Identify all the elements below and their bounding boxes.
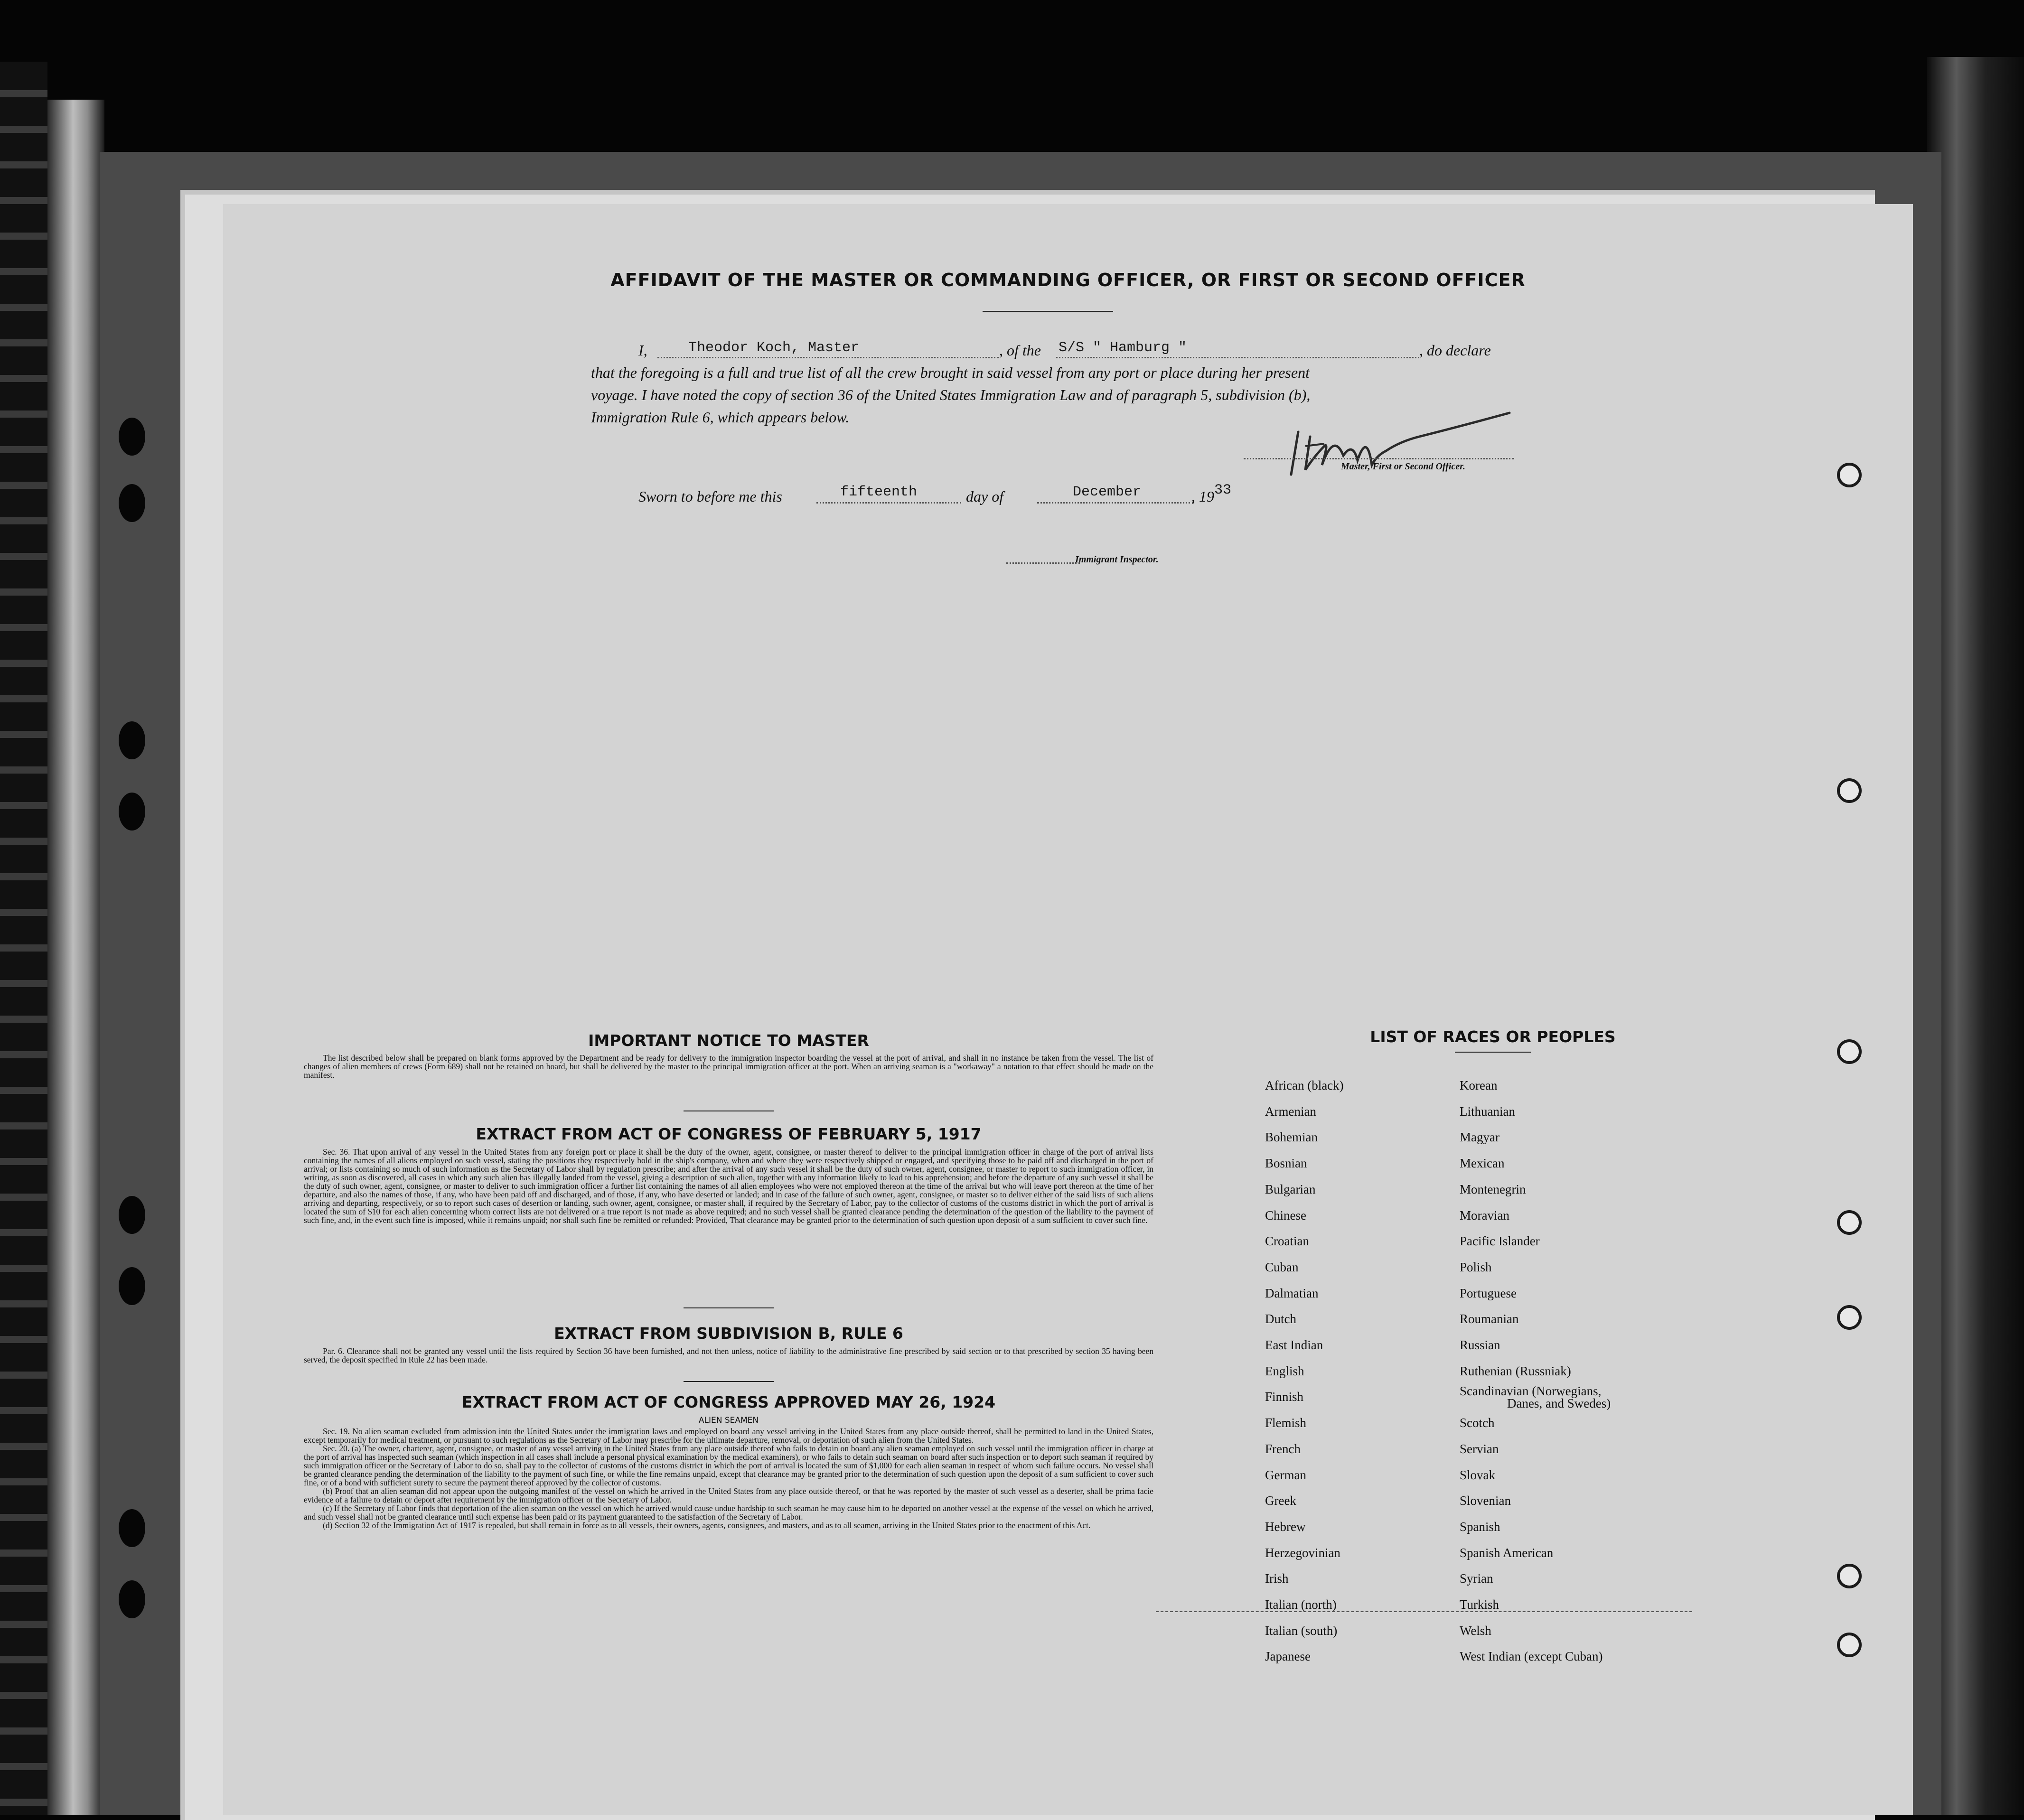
race-item: Greek — [1265, 1493, 1296, 1508]
notice-title: IMPORTANT NOTICE TO MASTER — [588, 1031, 869, 1050]
do-declare-label: , do declare — [1419, 342, 1491, 359]
race-item: Dalmatian — [1265, 1286, 1319, 1300]
race-item: Montenegrin — [1460, 1182, 1526, 1196]
notice-text: The list described below shall be prepared on blank forms approved by the Department and be ready for delivery to the immigration inspector boarding the vessel at the port of arrival, and shall in no instance be taken from the vessel. The list of changes of alien members of crews (Form 689) shall not be retained on board, but shall be delivered by the master to the principal immigration officer at the port. When an arriving seaman is a "workaway" a notation to that effect should be made on the manifest. — [304, 1053, 1153, 1080]
race-item: African (black) — [1265, 1078, 1344, 1092]
race-item: Welsh — [1460, 1623, 1491, 1638]
inspector-caption: Immigrant Inspector. — [1075, 554, 1159, 565]
race-item: Japanese — [1265, 1649, 1311, 1664]
name-line — [657, 357, 999, 358]
sec-20b: (b) Proof that an alien seaman did not appear upon the outgoing manifest of the vessel on which he arrived in the United States from any place outside thereof, or that he was reported by the master of such vessel as a deserter, shall be prima facie evidence of a failure to detain or deport after requirement by the immigration officer or the Secretary of Labor. — [304, 1486, 1153, 1504]
race-item: Irish — [1265, 1571, 1289, 1586]
sworn-day: fifteenth — [840, 484, 918, 500]
sec-19: Sec. 19. No alien seaman excluded from admission into the United States under the immigration laws and employed on board any vessel arriving in the United States from any place outside thereof, shall be permitted to land in the United States, except temporarily for medical treatment, or pursuant to such regulations as the Secretary of Labor may prescribe for the ultimate departure, removal, or deportation of such alien from the United States. — [304, 1427, 1153, 1445]
race-item: Cuban — [1265, 1260, 1299, 1274]
race-item: Polish — [1460, 1260, 1492, 1274]
day-line — [816, 502, 961, 504]
ring-hole — [1837, 1305, 1862, 1330]
affidavit-title: AFFIDAVIT OF THE MASTER OR COMMANDING OFFICER, OR FIRST OR SECOND OFFICER — [610, 270, 1526, 290]
race-item: Russian — [1460, 1338, 1500, 1352]
race-item: Portuguese — [1460, 1286, 1517, 1300]
race-item: Turkish — [1460, 1597, 1499, 1612]
master-name: Theodor Koch, Master — [688, 340, 860, 356]
races-rule — [1455, 1052, 1531, 1053]
extract-1917-rule — [684, 1307, 774, 1308]
manifest-page — [223, 204, 1913, 1815]
race-item: Moravian — [1460, 1208, 1509, 1223]
punch-hole — [119, 1196, 145, 1234]
race-item: Spanish — [1460, 1519, 1500, 1534]
signature-caption: Master, First or Second Officer. — [1341, 461, 1465, 472]
race-item: Slovenian — [1460, 1493, 1511, 1508]
month-line — [1037, 502, 1194, 504]
extract-1917-text: Sec. 36. That upon arrival of any vessel in the United States from any foreign port or place it shall be the duty of the owner, agent, consignee, or master thereof to deliver to the principal immigration officer in charge of the port of arrival lists containing the names of all aliens employed on such vessel, stating the positions they respectively hold in the ship's company, when and where they were respectively shipped or engaged, and specifying those to be paid off and discharged in the port of arrival; or lists containing so much of such information as the Secretary of Labor shall by regulation prescribe; and after the arrival of any such vessel it shall be the duty of such owner, agent, consignee, or master to report to such immigration officer, in writing, as soon as discovered, all cases in which any such alien has illegally landed from the vessel, giving a description of such alien, together with any information likely to lead to his apprehension; and before the departure of any such vessel it shall be the duty of such owner, agent, consignee, or master to deliver to such immigration officer a further list containing the names of all alien employees who were not employed thereon at the time of the arrival but who will leave port thereon at the time of her departure, and also the names of those, if any, who have been paid off and discharged, and of those, if any, who have deserted or landed; and in case of the failure of such owner, agent, consignee, or master so to deliver either of the said lists of such aliens arriving and departing, respectively, or so to report such cases of desertion or landing, such owner, agent, consignee, or master shall, if required by the Secretary of Labor, pay to the collector of customs of the customs district in which the port of arrival is located the sum of $10 for each alien concerning whom correct lists are not delivered or a true report is not made as above required; and no such vessel shall be granted clearance pending the determination of the question of the liability to the payment of such fine, and, in the event such fine is imposed, while it remains unpaid; nor shall such fine be remitted or refunded: Provided, That clearance may be granted prior to the determination of such question upon deposit of a sum sufficient to cover such fine. — [304, 1147, 1153, 1225]
sec-20d: (d) Section 32 of the Immigration Act of 1917 is repealed, but shall remain in force as to all vessels, their owners, agents, consignees, and masters, and as to all seamen, arriving in the United States prior to the enactment of this Act. — [323, 1521, 1091, 1530]
binder-right-edge — [1927, 57, 2024, 1815]
affidavit-line-4: Immigration Rule 6, which appears below. — [591, 409, 850, 426]
race-item: Scotch — [1460, 1416, 1495, 1430]
race-item: Slovak — [1460, 1467, 1496, 1482]
alien-seamen-subtitle: ALIEN SEAMEN — [698, 1416, 759, 1425]
extract-1924-text — [304, 1427, 1153, 1530]
affidavit-line-2: that the foregoing is a full and true list of all the crew brought in said vessel from any port or place during her present — [591, 364, 1310, 381]
punch-hole — [119, 793, 145, 831]
vessel-name: S/S " Hamburg " — [1059, 340, 1187, 356]
day-of-label: day of — [966, 488, 1004, 505]
race-item: Italian (north) — [1265, 1597, 1337, 1612]
race-item-continuation: Danes, and Swedes) — [1507, 1396, 1611, 1411]
race-item: Herzegovinian — [1265, 1545, 1340, 1560]
race-item: West Indian (except Cuban) — [1460, 1649, 1603, 1664]
race-item: Finnish — [1265, 1390, 1304, 1404]
extract-1917-title: EXTRACT FROM ACT OF CONGRESS OF FEBRUARY 5, 1917 — [476, 1125, 982, 1143]
sworn-month: December — [1073, 484, 1142, 500]
race-item: Croatian — [1265, 1234, 1309, 1249]
i-label: I, — [638, 342, 647, 359]
punch-hole — [119, 1509, 145, 1547]
race-item: Servian — [1460, 1441, 1499, 1456]
punch-hole — [119, 1267, 145, 1305]
vessel-line — [1056, 357, 1419, 358]
race-item: Lithuanian — [1460, 1104, 1515, 1119]
sworn-label: Sworn to before me this — [638, 488, 782, 505]
races-title: LIST OF RACES OR PEOPLES — [1370, 1027, 1616, 1046]
binder-edge-left — [0, 62, 47, 1815]
race-item: Flemish — [1265, 1416, 1307, 1430]
rule6-text: Par. 6. Clearance shall not be granted any vessel until the lists required by Section 36 have been furnished, and not then unless, notice of liability to the administrative fine prescribed by said section or to that prescribed by section 35 having been served, the deposit specified in Rule 22 has been made. — [304, 1346, 1153, 1364]
ring-hole — [1837, 778, 1862, 803]
race-item: German — [1265, 1467, 1306, 1482]
race-item: Scandinavian (Norwegians, — [1460, 1384, 1602, 1399]
punch-hole — [119, 721, 145, 759]
race-item: Ruthenian (Russniak) — [1460, 1363, 1571, 1378]
race-item: Spanish American — [1460, 1545, 1554, 1560]
race-item: Korean — [1460, 1078, 1498, 1092]
race-item: Bosnian — [1265, 1156, 1307, 1171]
punch-hole — [119, 418, 145, 456]
ring-hole — [1837, 1564, 1862, 1588]
sec-20a: Sec. 20. (a) The owner, charterer, agent, consignee, or master of any vessel arriving in the United States from any place outside thereof who fails to detain on board any alien seaman employed on such vessel until the immigration officer in charge at the port of arrival has inspected such seaman (which inspection in all cases shall include a personal physical examination by the medical examiners), or who fails to detain such seaman on board after such inspection or to deport such seaman if required by such immigration officer or the Secretary of Labor to do so, shall pay to the collector of customs of the customs district in which the port of arrival is located the sum of $1,000 for each alien seaman in respect of whom such failure occurs. No vessel shall be granted clearance pending the determination of the liability to the payment of such fine, or while the fine remains unpaid, except that clearance may be granted prior to the determination of such question upon the deposit of a sum sufficient to cover such fine, or of a bond with sufficient surety to secure the payment thereof approved by the collector of customs. — [304, 1444, 1153, 1487]
ring-hole — [1837, 463, 1862, 487]
ring-hole — [1837, 1039, 1862, 1064]
rule6-rule — [684, 1381, 774, 1382]
signature-line — [1244, 458, 1514, 459]
extract-1924-title: EXTRACT FROM ACT OF CONGRESS APPROVED MAY 26, 1924 — [461, 1393, 996, 1411]
race-item: French — [1265, 1441, 1301, 1456]
inspector-line — [1006, 562, 1080, 564]
of-the-label: , of the — [999, 342, 1041, 359]
ring-hole — [1837, 1633, 1862, 1657]
race-item: Italian (south) — [1265, 1623, 1338, 1638]
punch-hole — [119, 484, 145, 522]
race-item: Bulgarian — [1265, 1182, 1316, 1196]
race-item: Dutch — [1265, 1312, 1296, 1326]
race-item: English — [1265, 1363, 1304, 1378]
race-item: Syrian — [1460, 1571, 1493, 1586]
race-item: Pacific Islander — [1460, 1234, 1540, 1249]
year-suffix: 33 — [1214, 482, 1232, 498]
race-item: Magyar — [1460, 1130, 1499, 1145]
year-prefix: , 19 — [1191, 488, 1214, 505]
race-item: Chinese — [1265, 1208, 1306, 1223]
race-item: Roumanian — [1460, 1312, 1519, 1326]
ring-hole — [1837, 1210, 1862, 1235]
rule6-title: EXTRACT FROM SUBDIVISION B, RULE 6 — [554, 1324, 903, 1343]
affidavit-line-3: voyage. I have noted the copy of section 36 of the United States Immigration Law and of paragraph 5, subdivision (b), — [591, 386, 1311, 403]
binder-spine — [47, 100, 104, 1815]
stray-dotted-line — [1156, 1611, 1692, 1612]
race-item: Hebrew — [1265, 1519, 1306, 1534]
punch-hole — [119, 1580, 145, 1618]
race-item: Mexican — [1460, 1156, 1505, 1171]
title-rule — [983, 311, 1113, 312]
race-item: Bohemian — [1265, 1130, 1318, 1145]
sec-20c: (c) If the Secretary of Labor finds that deportation of the alien seaman on the vessel on which he arrived would cause undue hardship to such seaman he may cause him to be deported on another vessel at the expense of the vessel on which he arrived, and such vessel shall not be granted clearance until such expense has been paid or its payment guaranteed to the satisfaction of the Secretary of Labor. — [304, 1503, 1153, 1521]
race-item: East Indian — [1265, 1338, 1323, 1352]
race-item: Armenian — [1265, 1104, 1316, 1119]
